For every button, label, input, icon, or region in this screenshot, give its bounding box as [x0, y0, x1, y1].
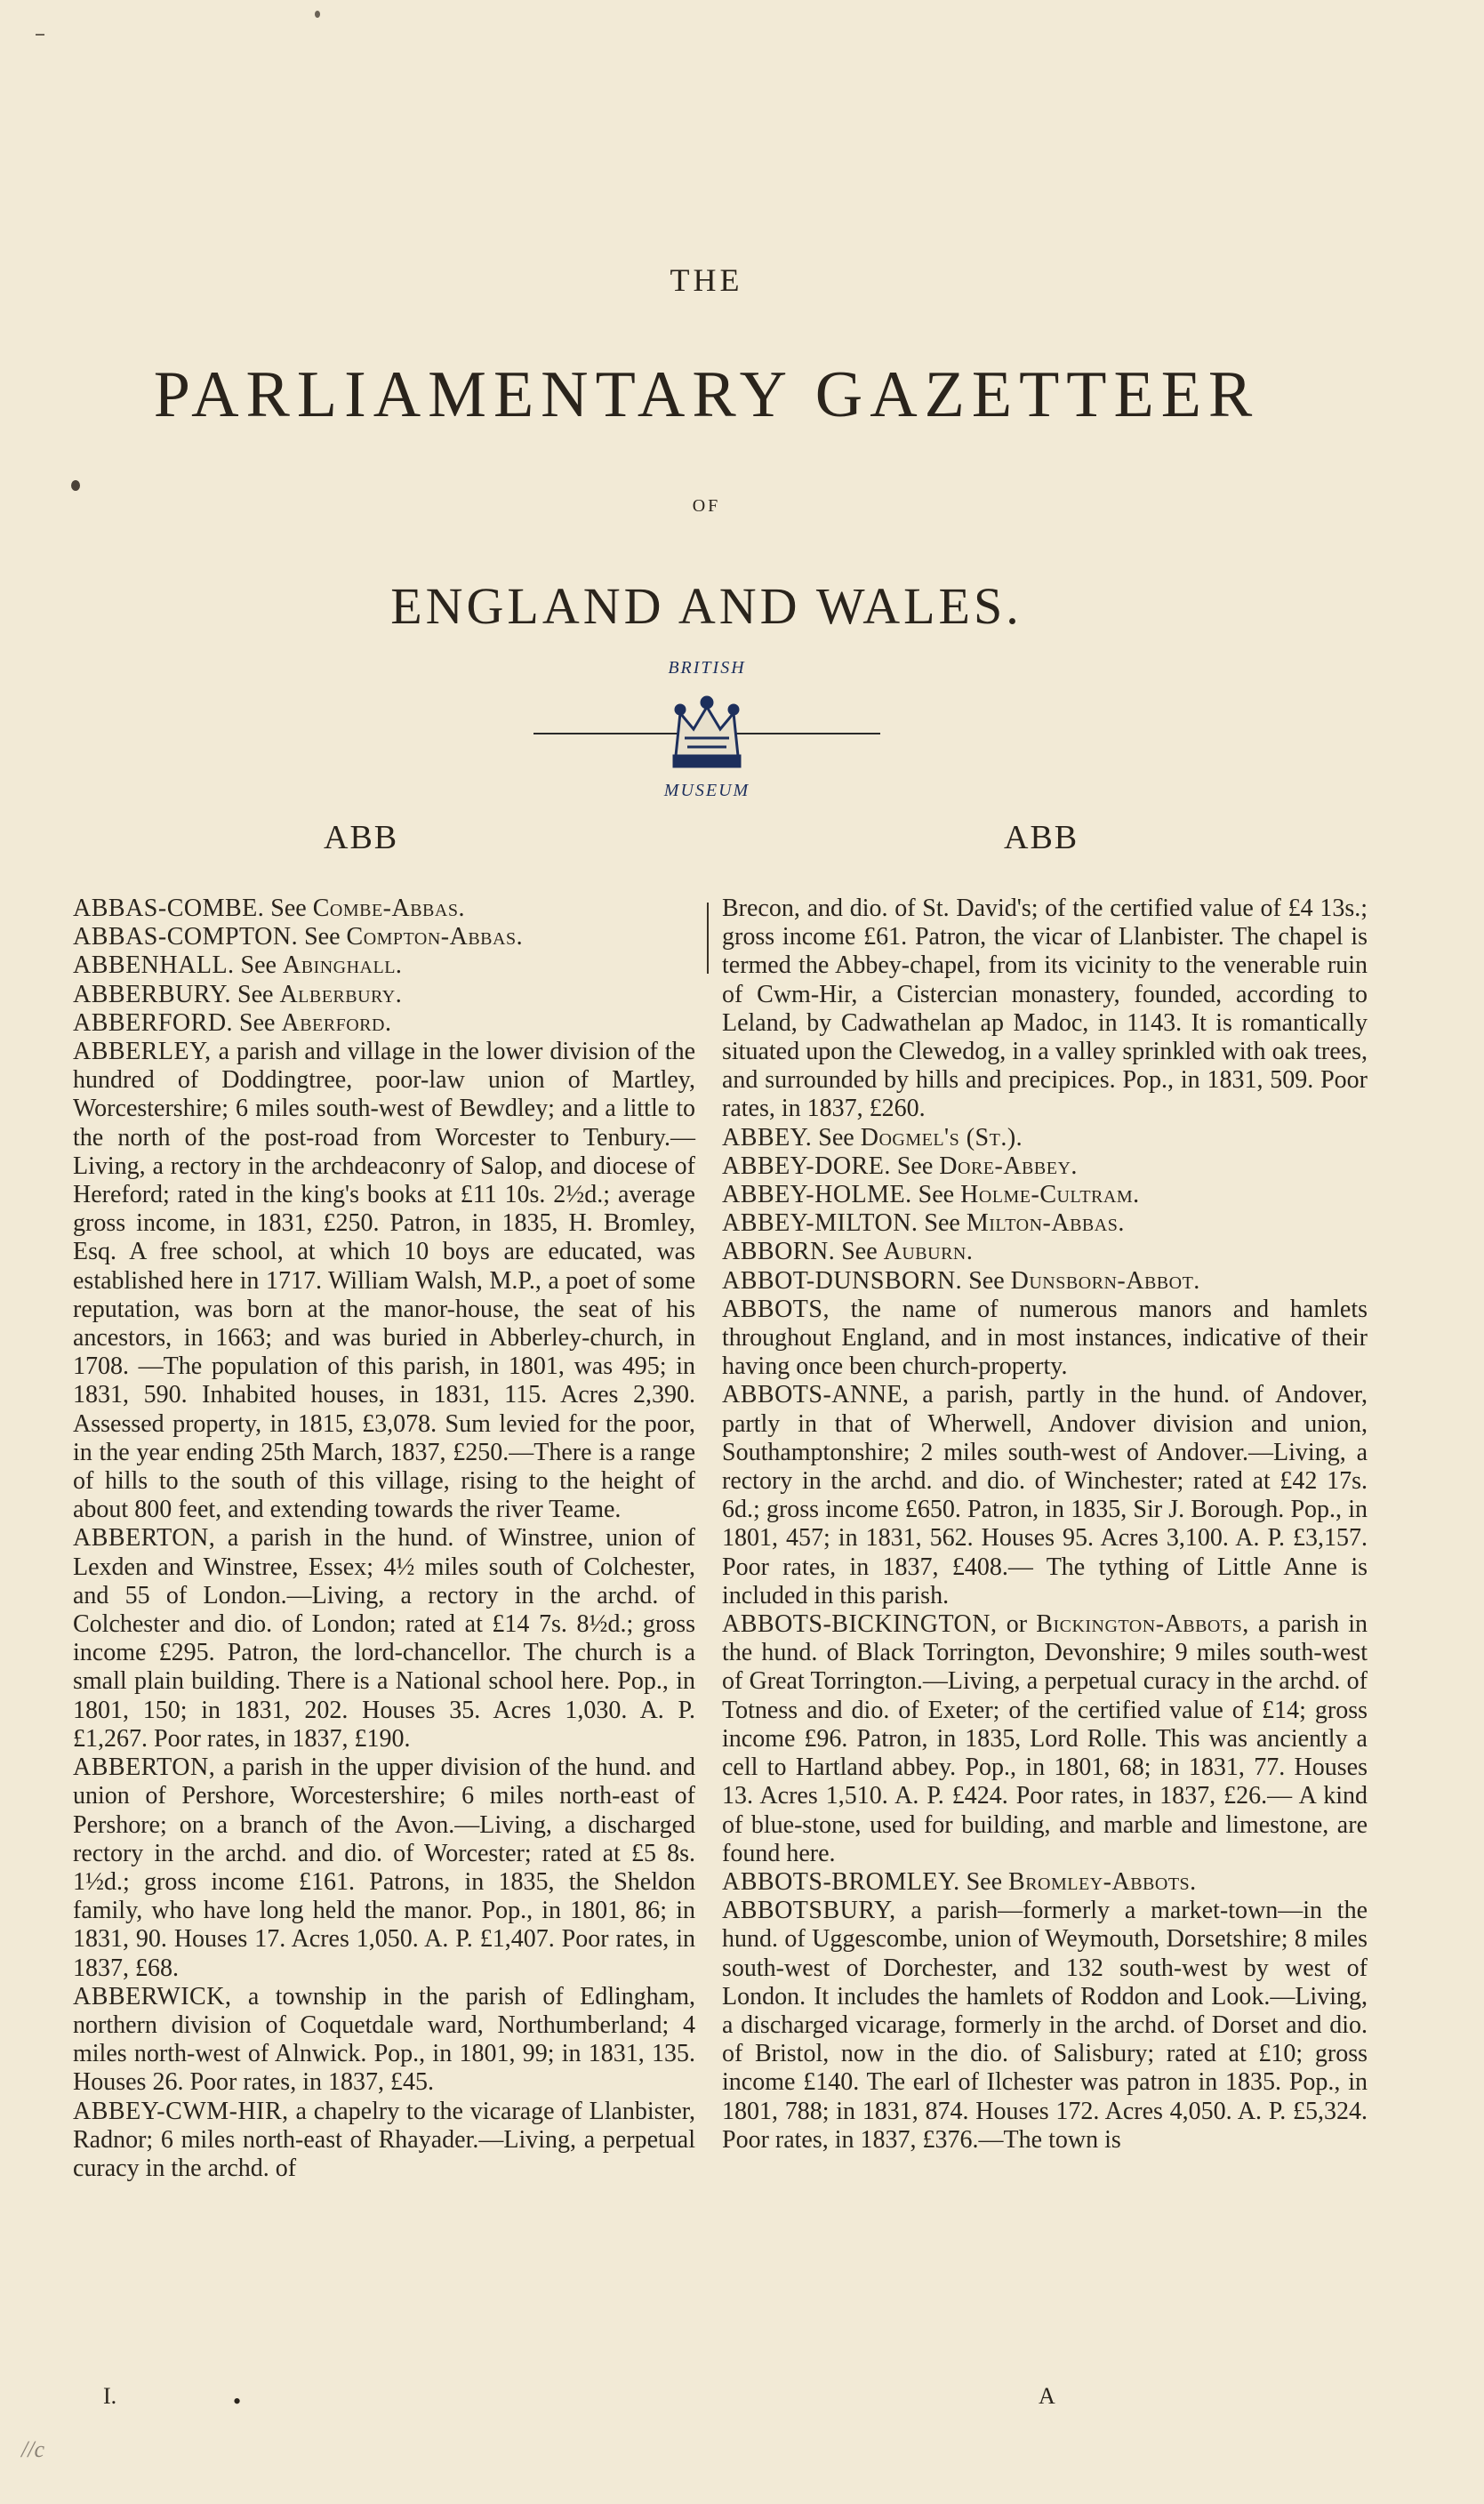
entry-text: See: [231, 980, 280, 1008]
entry-text: a chapelry to the vicarage of Llanbister, Radnor; 6 miles north-east of Rhayader.—Living, a perpetual curacy in the archd. of: [73, 2097, 695, 2182]
entry-headword: ABBOTSBURY,: [722, 1897, 896, 1925]
stamp-text-bottom: MUSEUM: [663, 781, 750, 800]
entry-cross-ref: Compton-Abbas.: [346, 923, 524, 951]
entry-headword: ABBEY-MILTON.: [722, 1209, 918, 1238]
gazetteer-entry: [722, 1610, 1368, 1868]
gazetteer-entry: [73, 981, 695, 1009]
entry-cross-ref: Milton-Abbas.: [966, 1209, 1125, 1238]
entry-headword: ABBOT-DUNSBORN.: [722, 1266, 963, 1295]
entry-cross-ref: Bromley-Abbots.: [1008, 1867, 1197, 1896]
entry-headword: ABBERBURY.: [73, 980, 231, 1008]
entry-headword: ABBERTON,: [73, 1524, 216, 1553]
entry-text: See: [962, 1266, 1011, 1295]
entry-text-tail: a parish in the hund. of Black Torrington, Devonshire; 9 miles south-west of Great Torrington.—Living, a perpetual curacy in the archd. of Totness and dio. of Exeter; of the certified value of £14; gross income £96. Patron, in 1835, Lord Rolle. This was anciently a cell to Hartland abbey. Pop., in 1801, 68; in 1831, 77. Houses 13. Acres 1,510. A. P. £424. Poor rates, in 1837, £26.— A kind of blue-stone, used for building, and marble and limestone, are found here.: [722, 1610, 1368, 1867]
running-head-right: ABB: [1004, 819, 1079, 856]
entry-text: a township in the parish of Edlingham, northern division of Coquetdale ward, Northumberland; 4 miles north-west of Alnwick. Pop., in 1801, 99; in 1831, 135. Houses 26. Poor rates, in 1837, £45.: [73, 1982, 695, 2097]
entry-text: See: [234, 951, 283, 980]
entry-cross-ref: Alberbury.: [279, 980, 403, 1008]
gazetteer-entry: [722, 1296, 1368, 1382]
signature-mark: I.: [103, 2383, 117, 2409]
gazetteer-entry: [722, 1381, 1368, 1610]
entry-text: See: [835, 1238, 884, 1266]
gazetteer-entry: [73, 923, 695, 951]
british-museum-stamp: [529, 658, 885, 814]
entry-headword: ABBEY-DORE.: [722, 1152, 891, 1180]
gazetteer-entry: [73, 2098, 695, 2184]
gazetteer-entry: [722, 1209, 1368, 1238]
entry-headword: ABBERTON,: [73, 1754, 216, 1782]
stamp-text-top: BRITISH: [668, 658, 746, 678]
entry-text: See: [233, 1008, 282, 1037]
gazetteer-entry: [722, 1181, 1368, 1209]
entry-headword: ABBERFORD.: [73, 1008, 234, 1037]
entry-headword: ABBORN.: [722, 1238, 836, 1266]
entry-headword: ABBOTS-ANNE,: [722, 1381, 910, 1409]
margin-annotation: //c: [21, 2436, 44, 2462]
left-column: [73, 895, 695, 2183]
entry-text: See: [264, 895, 313, 922]
title-the: THE: [670, 262, 743, 298]
gazetteer-entry: [722, 1152, 1368, 1181]
entry-headword: ABBOTS-BICKINGTON,: [722, 1610, 998, 1639]
right-column: [722, 895, 1368, 2155]
gazetteer-entry: [722, 1267, 1368, 1296]
gazetteer-entry: [722, 1897, 1368, 2155]
entry-headword: ABBENHALL.: [73, 951, 235, 980]
gazetteer-entry: [722, 1238, 1368, 1266]
gazetteer-entry: [73, 1038, 695, 1524]
entry-text: See: [959, 1867, 1009, 1896]
entry-headword: ABBEY.: [722, 1123, 813, 1152]
gazetteer-entry-continued: [722, 895, 1368, 1124]
entry-headword: ABBOTS-BROMLEY.: [722, 1867, 960, 1896]
gazetteer-entry: [73, 895, 695, 923]
entry-text: the name of numerous manors and hamlets throughout England, and in most instances, indicative of their having once been church-property.: [722, 1295, 1368, 1381]
entry-text: a parish, partly in the hund. of Andover, partly in that of Wherwell, Andover division and union, Southamptonshire; 2 miles south-west of Andover.—Living, a rectory in the archd. and dio. of Winchester; rated at £42 17s. 6d.; gross income £650. Patron, in 1835, Sir J. Borough. Pop., in 1801, 457; in 1831, 562. Houses 95. Acres 3,100. A. P. £3,157. Poor rates, in 1837, £408.— The tything of Little Anne is included in this parish.: [722, 1381, 1368, 1609]
entry-cross-ref: Bickington-Abbots,: [1036, 1610, 1249, 1639]
entry-text: Brecon, and dio. of St. David's; of the certified value of £4 13s.; gross income £61. Patron, the vicar of Llanbister. The chapel is termed the Abbey-chapel, from its vicinity to the venerable ruin of Cwm-Hir, a Cistercian monastery, founded, according to Leland, by Cadwathelan ap Madoc, in 1143. It is romantically situated upon the Clewedog, in a valley sprinkled with oak trees, and surrounded by hills and precipices. Pop., in 1831, 509. Poor rates, in 1837, £260.: [722, 895, 1368, 1123]
entry-headword: ABBOTS,: [722, 1295, 830, 1323]
running-head-left: ABB: [324, 819, 399, 856]
page-title: PARLIAMENTARY GAZETTEER: [153, 358, 1260, 431]
gazetteer-entry: [722, 1868, 1368, 1897]
entry-cross-ref: Auburn.: [883, 1238, 974, 1266]
entry-cross-ref: Combe-Abbas.: [312, 895, 465, 922]
entry-text: a parish in the upper division of the hund. and union of Pershore, Worcestershire; 6 miles north-east of Pershore; on a branch of the Avon.—Living, a discharged rectory in the archd. and dio. of Worcester; rated at £5 8s. 1½d.; gross income £161. Patrons, in 1835, the Sheldon family, who have long held the manor. Pop., in 1801, 86; in 1831, 90. Houses 17. Acres 1,050. A. P. £1,407. Poor rates, in 1837, £68.: [73, 1754, 695, 1982]
column-rule: [707, 903, 709, 974]
gazetteer-entry: [722, 1124, 1368, 1152]
gazetteer-entry: [73, 1009, 695, 1038]
paper-speck: [71, 480, 80, 491]
entry-text: See: [918, 1209, 967, 1238]
entry-headword: ABBAS-COMPTON.: [73, 923, 299, 951]
entry-headword: ABBEY-HOLME.: [722, 1181, 912, 1209]
entry-text: or: [997, 1610, 1037, 1639]
footer-dot: •: [233, 2388, 242, 2414]
entry-cross-ref: Dunsborn-Abbot.: [1010, 1266, 1200, 1295]
entry-cross-ref: Abinghall.: [282, 951, 403, 980]
entry-headword: ABBEY-CWM-HIR,: [73, 2097, 289, 2125]
entry-text: a parish and village in the lower division of the hundred of Doddingtree, poor-law union of Martley, Worcestershire; 6 miles south-west of Bewdley; and a little to the north of the post-road from Worcester to Tenbury.—Living, a rectory in the archdeaconry of Salop, and diocese of Hereford; rated in the king's books at £11 10s. 2½d.; average gross income, in 1831, £250. Patron, in 1835, H. Bromley, Esq. A free school, at which 10 boys are educated, was established here in 1717. William Walsh, M.P., a poet of some reputation, was born at the manor-house, the seat of his ancestors, in 1663; and was buried in Abberley-church, in 1708. —The population of this parish, in 1801, was 495; in 1831, 590. Inhabited houses, in 1831, 115. Acres 2,390. Assessed property, in 1815, £3,078. Sum levied for the poor, in the year ending 25th March, 1837, £250.—There is a range of hills to the south of this village, rising to the height of about 800 feet, and extending towards the river Teame.: [73, 1038, 695, 1524]
entry-text: a parish in the hund. of Winstree, union of Lexden and Winstree, Essex; 4½ miles south of Colchester, and 55 of London.—Living, a rectory in the archd. of Colchester and dio. of London; rated at £14 7s. 8½d.; gross income £295. Patron, the lord-chancellor. The church is a small plain building. There is a National school here. Pop., in 1801, 150; in 1831, 202. Houses 35. Acres 1,030. A. P. £1,267. Poor rates, in 1837, £190.: [73, 1524, 695, 1753]
gazetteer-entry: [73, 1754, 695, 1983]
gazetteer-entry: [73, 951, 695, 980]
signature-letter: A: [1039, 2383, 1055, 2409]
page-subtitle: ENGLAND AND WALES.: [390, 577, 1023, 635]
paper-speck: [36, 34, 44, 36]
entry-text: See: [812, 1123, 861, 1152]
entry-cross-ref: Dogmel's (St.).: [860, 1123, 1023, 1152]
entry-text: See: [298, 923, 347, 951]
title-of: OF: [692, 496, 721, 516]
gazetteer-entry: [73, 1524, 695, 1754]
entry-cross-ref: Dore-Abbey.: [939, 1152, 1078, 1180]
gazetteer-entry: [73, 1983, 695, 2098]
entry-text: See: [890, 1152, 940, 1180]
entry-text: a parish—formerly a market-town—in the hund. of Uggescombe, union of Weymouth, Dorsetshire; 8 miles south-west of Dorchester, and 132 south-west by west of London. It includes the hamlets of Roddon and Look.—Living, a discharged vicarage, formerly in the archd. of Dorset and dio. of Bristol, now in the dio. of Salisbury; rated at £10; gross income £140. The earl of Ilchester was patron in 1835. Pop., in 1801, 788; in 1831, 874. Houses 172. Acres 4,050. A. P. £5,324. Poor rates, in 1837, £376.—The town is: [722, 1897, 1368, 2154]
paper-speck: [315, 11, 320, 18]
entry-headword: ABBERLEY,: [73, 1038, 212, 1066]
entry-text: See: [911, 1181, 961, 1209]
entry-headword: ABBAS-COMBE.: [73, 895, 265, 922]
entry-cross-ref: Aberford.: [281, 1008, 392, 1037]
entry-cross-ref: Holme-Cultram.: [960, 1181, 1140, 1209]
entry-headword: ABBERWICK,: [73, 1982, 232, 2010]
